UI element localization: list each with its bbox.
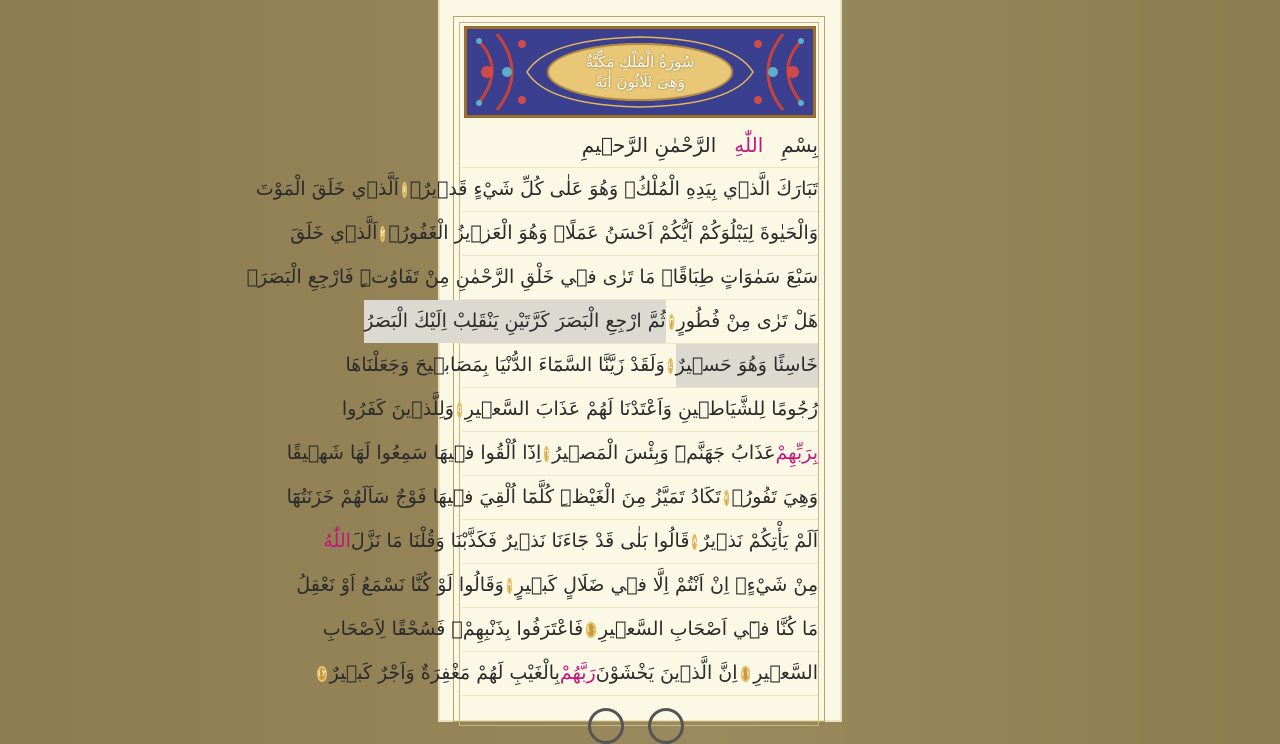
surah-title xyxy=(547,43,733,101)
surah-header xyxy=(464,26,816,118)
verse-text-highlighted-word: اللّٰهُ xyxy=(323,530,351,552)
verse-text: قَالُوا بَلٰى قَدْ جَٓاءَنَا نَذ۪يرٌ فَكَذَّبْنَا وَقُلْنَا مَا نَزَّلَ xyxy=(350,530,690,552)
text-line xyxy=(255,168,818,212)
ayah-marker: ٤ xyxy=(668,358,673,374)
surah-title-line1: سُورَةُ الْمُلْكِ مَكِّيَّةٌ xyxy=(585,53,695,71)
text-line xyxy=(364,300,818,344)
ayah-marker: ١٢ xyxy=(317,666,327,682)
ayah-marker: ٨ xyxy=(692,534,697,550)
quran-text xyxy=(246,124,818,696)
verse-text: وَالْحَيٰوةَ لِيَبْلُوَكُمْ اَيُّكُمْ اَحْسَنُ عَمَلًاۜ وَهُوَ الْعَز۪يزُ الْغَفُورُۙ xyxy=(388,222,818,244)
besmele-part1: بِسْمِ xyxy=(781,133,818,157)
verse-text-highlighted: ثُمَّ ارْجِعِ الْبَصَرَ كَرَّتَيْنِ يَنْقَلِبْ اِلَيْكَ الْبَصَرُ xyxy=(364,300,665,343)
ayah-marker: ٧ xyxy=(724,490,729,506)
ayah-marker: ١٠ xyxy=(586,622,596,638)
text-line xyxy=(323,520,818,564)
verse-text: وَقَالُوا لَوْ كُنَّا نَسْمَعُ اَوْ نَعْقِلُ xyxy=(296,574,504,596)
text-line xyxy=(246,256,818,300)
verse-text: هَلْ تَرٰى مِنْ فُطُورٍ xyxy=(676,310,818,332)
verse-text: عَذَابُ جَهَنَّمَۜ وَبِئْسَ الْمَص۪يرُ xyxy=(552,442,776,464)
ayah-marker: ٢ xyxy=(380,226,385,242)
ayah-marker: ٦ xyxy=(544,446,549,462)
verse-text-highlighted: خَاسِئًا وَهُوَ حَس۪يرٌ xyxy=(676,344,818,387)
verse-text: فَاعْتَرَفُوا بِذَنْبِهِمْۚ فَسُحْقًا لِاَصْحَابِ xyxy=(322,618,584,640)
verse-text: السَّع۪يرِ xyxy=(753,662,818,684)
verse-text: اَلَمْ يَأْتِكُمْ نَذ۪يرٌ xyxy=(700,530,818,552)
besmele-part2: الرَّحْمٰنِ الرَّح۪يمِ xyxy=(581,133,717,157)
besmele-allah: اللّٰهِ xyxy=(734,133,764,157)
verse-text: رُجُومًا لِلشَّيَاط۪ينِ وَاَعْتَدْنَا لَهُمْ عَذَابَ السَّع۪يرِ xyxy=(464,398,818,420)
verse-text: اَلَّذ۪ي خَلَقَ الْمَوْتَ xyxy=(255,178,399,200)
text-line xyxy=(316,652,818,696)
page-indicator-dot[interactable] xyxy=(648,708,684,744)
text-line xyxy=(341,388,818,432)
verse-text-highlighted-word: بِرَبِّهِمْ xyxy=(775,442,818,464)
text-line xyxy=(286,476,818,520)
ayah-marker: ١ xyxy=(402,182,407,198)
ayah-marker: ١١ xyxy=(741,666,751,682)
text-line xyxy=(296,564,818,608)
verse-text: تَبَارَكَ الَّذ۪ي بِيَدِهِ الْمُلْكُۘ وَهُوَ عَلٰى كُلِّ شَيْءٍ قَد۪يرٌۙ xyxy=(409,178,818,200)
verse-text: اَلَّذ۪ي خَلَقَ xyxy=(290,222,378,244)
verse-text: سَبْعَ سَمٰوَاتٍ طِبَاقًاۜ مَا تَرٰى ف۪ي خَلْقِ الرَّحْمٰنِ مِنْ تَفَاوُتٍۜ فَارْجِعِ الْبَصَرَۙ xyxy=(246,266,818,288)
page-indicator-dot[interactable] xyxy=(588,708,624,744)
ayah-marker: ٣ xyxy=(669,314,674,330)
text-line xyxy=(286,432,818,476)
verse-text: اِنَّ الَّذ۪ينَ يَخْشَوْنَ xyxy=(595,662,738,684)
surah-title-line2: وَهِىَ ثَلَاثُونَ اٰيَةً xyxy=(595,73,685,91)
verse-text: وَهِيَ تَفُورُۙ xyxy=(731,486,818,508)
ayah-marker: ٩ xyxy=(507,578,512,594)
verse-text: وَلَقَدْ زَيَّنَّا السَّمَٓاءَ الدُّنْيَا بِمَصَاب۪يحَ وَجَعَلْنَاهَا xyxy=(345,354,665,376)
text-line xyxy=(322,608,818,652)
text-line xyxy=(290,212,818,256)
verse-text-highlighted-word: رَبَّهُمْ xyxy=(559,662,596,684)
verse-text: اِذَٓا اُلْقُوا ف۪يهَا سَمِعُوا لَهَا شَه۪يقًا xyxy=(286,442,542,464)
verse-text: بِالْغَيْبِ لَهُمْ مَغْفِرَةٌ وَاَجْرٌ كَب۪يرٌ xyxy=(329,662,560,684)
verse-text: مَا كُنَّا ف۪ٓي اَصْحَابِ السَّع۪يرِ xyxy=(598,618,818,640)
mushaf-page xyxy=(246,0,840,720)
text-line xyxy=(345,344,818,388)
verse-text: وَلِلَّذ۪ينَ كَفَرُوا xyxy=(341,398,454,420)
verse-text: تَكَادُ تَمَيَّزُ مِنَ الْغَيْظِۜ كُلَّمَٓا اُلْقِيَ ف۪يهَا فَوْجٌ سَاَلَهُمْ خَزَنَتُهَٓا xyxy=(286,486,721,508)
besmele-line xyxy=(462,124,818,168)
ayah-marker: ٥ xyxy=(457,402,462,418)
verse-text: مِنْ شَيْءٍۚ اِنْ اَنْتُمْ اِلَّا ف۪ي ضَلَالٍ كَب۪يرٍ xyxy=(514,574,818,596)
